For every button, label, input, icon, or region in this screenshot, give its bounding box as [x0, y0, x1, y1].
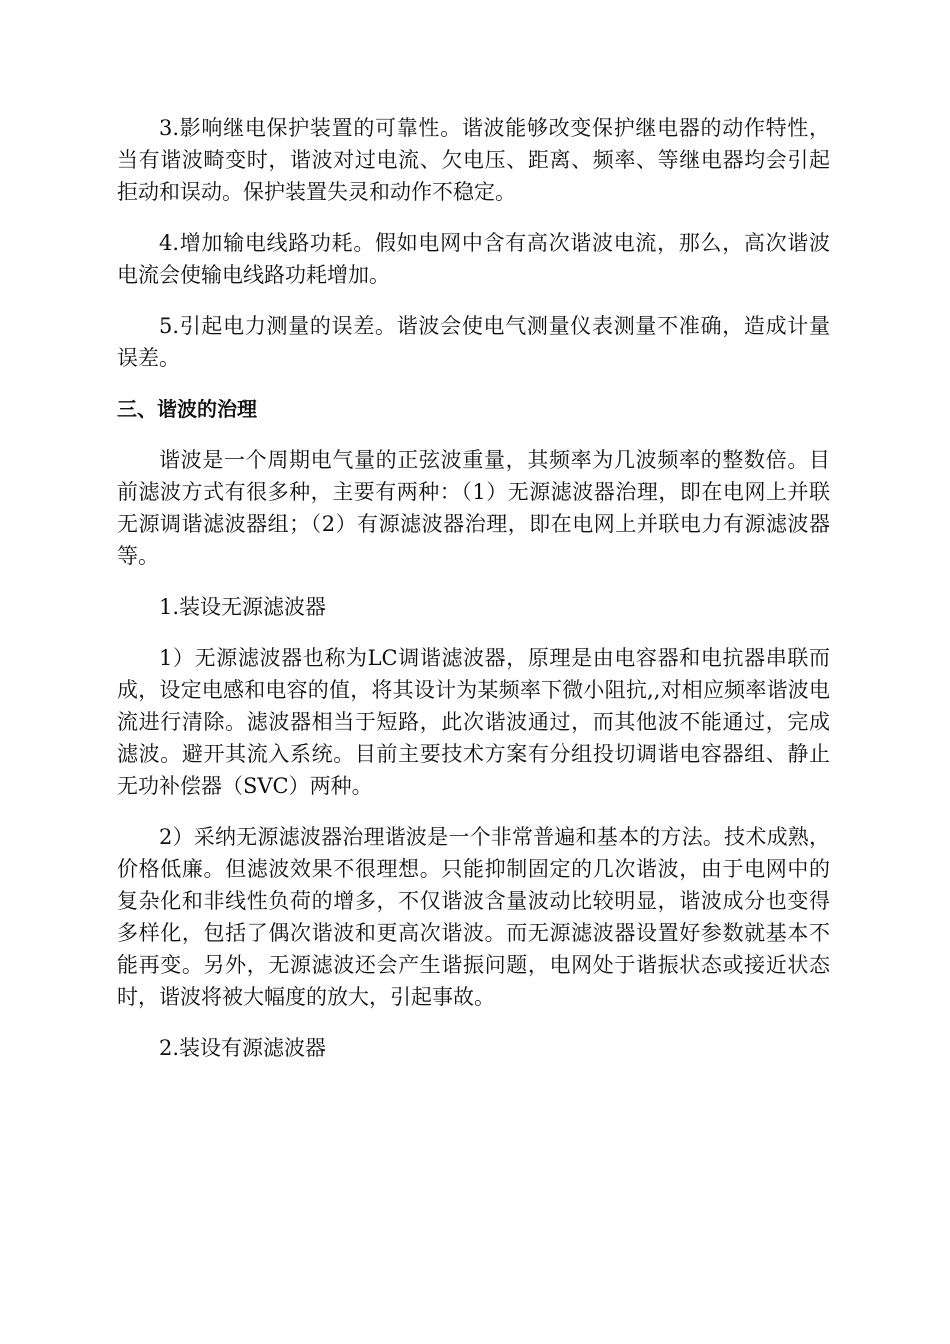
- paragraph-reliability: 3.影响继电保护装置的可靠性。谐波能够改变保护继电器的动作特性，当有谐波畸变时，谐波对过电流、欠电压、距离、频率、等继电器均会引起拒动和误动。保护装置失灵和动作不稳定。: [117, 116, 830, 204]
- paragraph-line-loss: 4.增加输电线路功耗。假如电网中含有高次谐波电流，那么，高次谐波电流会使输电线路功耗增加。: [117, 231, 830, 287]
- subheading-passive-filter: 1.装设无源滤波器: [159, 595, 327, 619]
- paragraph-passive-filter-principle: 1）无源滤波器也称为LC调谐滤波器，原理是由电容器和电抗器串联而成，设定电感和电容的值，将其设计为某频率下微小阻抗,,对相应频率谐波电流进行清除。滤波器相当于短路，此次谐波通过，而其他波不能通过，完成滤波。避开其流入系统。目前主要技术方案有分组投切调谐电容器组、静止无功补偿器（SVC）两种。: [117, 646, 830, 798]
- intro-paragraph: 谐波是一个周期电气量的正弦波重量，其频率为几波频率的整数倍。目前滤波方式有很多种，主要有两种：（1）无源滤波器治理，即在电网上并联无源调谐滤波器组；（2）有源滤波器治理，即在电网上并联电力有源滤波器等。: [117, 448, 830, 568]
- paragraph-passive-filter-limitations: 2）采纳无源滤波器治理谐波是一个非常普遍和基本的方法。技术成熟，价格低廉。但滤波效果不很理想。只能抑制固定的几次谐波，由于电网中的复杂化和非线性负荷的增多，不仅谐波含量波动比较明显，谐波成分也变得多样化，包括了偶次谐波和更高次谐波。而无源滤波器设置好参数就基本不能再变。另外，无源滤波还会产生谐振问题，电网处于谐振状态或接近状态时，谐波将被大幅度的放大，引起事故。: [117, 825, 830, 1009]
- section-heading: 三、谐波的治理: [117, 397, 257, 421]
- paragraph-measurement-error: 5.引起电力测量的误差。谐波会使电气测量仪表测量不准确，造成计量误差。: [117, 314, 830, 370]
- subheading-active-filter: 2.装设有源滤波器: [159, 1036, 327, 1060]
